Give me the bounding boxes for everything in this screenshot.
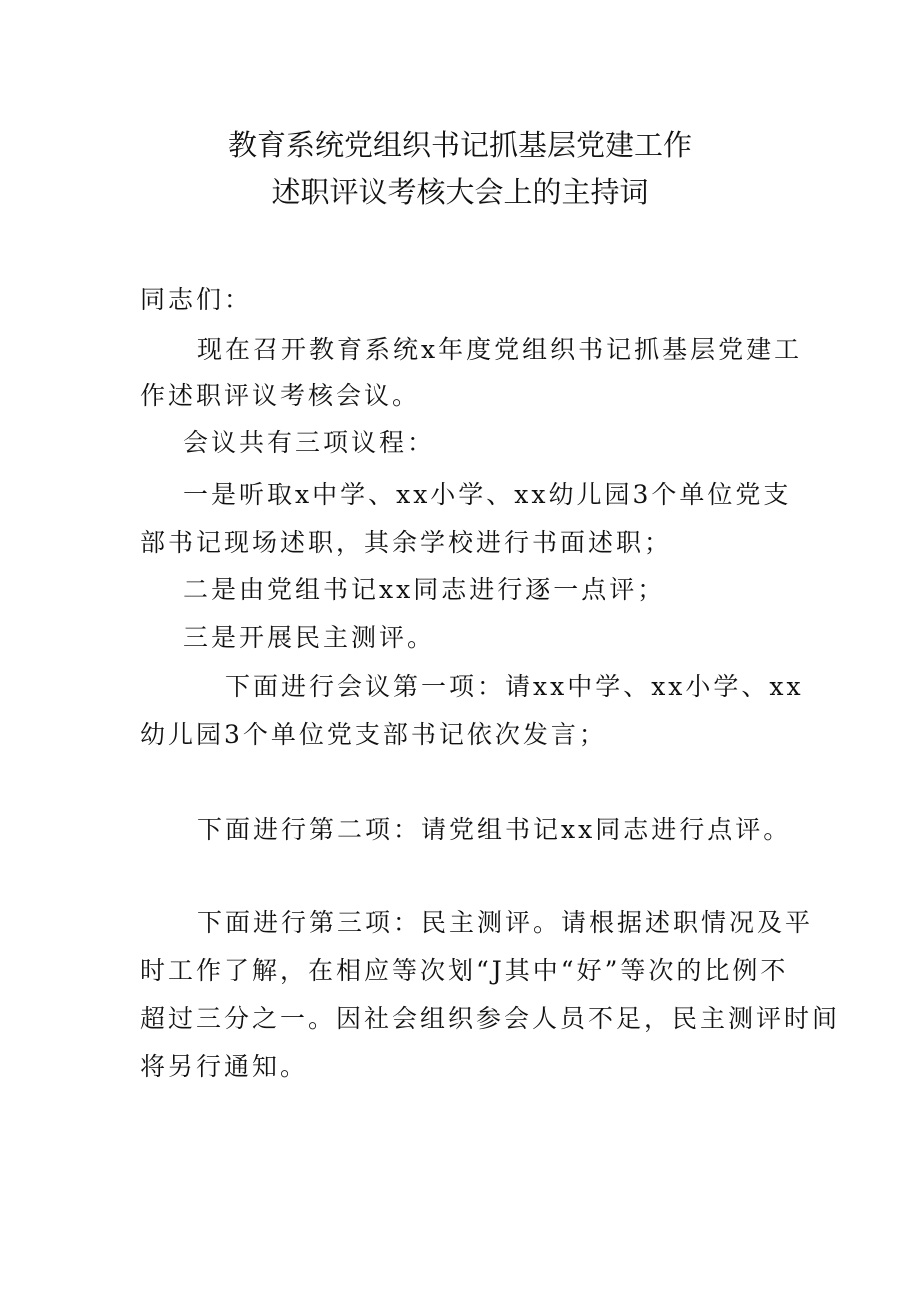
paragraph-line: 下面进行第三项：民主测评。请根据述职情况及平 xyxy=(197,908,814,937)
paragraph-line: 下面进行会议第一项：请xx中学、xx小学、xx xyxy=(225,672,804,701)
document-title-line-2: 述职评议考核大会上的主持词 xyxy=(271,175,649,209)
paragraph-line: 部书记现场述职，其余学校进行书面述职； xyxy=(140,528,673,557)
document-title-line-1: 教育系统党组织书记抓基层党建工作 xyxy=(227,128,692,162)
paragraph-line: 一是听取x中学、xx小学、xx幼儿园3个单位党支 xyxy=(183,480,792,509)
paragraph-line: 幼儿园3个单位党支部书记依次发言； xyxy=(140,720,607,749)
paragraph-line: 时工作了解，在相应等次划“J其中“好”等次的比例不 xyxy=(140,956,789,985)
paragraph-line: 二是由党组书记xx同志进行逐一点评； xyxy=(183,575,666,604)
paragraph-line: 超过三分之一。因社会组织参会人员不足，民主测评时间 xyxy=(140,1004,841,1033)
paragraph-line: 作述职评议考核会议。 xyxy=(140,381,421,410)
paragraph-line: 三是开展民主测评。 xyxy=(183,623,436,652)
paragraph-line: 下面进行第二项：请党组书记xx同志进行点评。 xyxy=(197,815,792,844)
paragraph-line: 将另行通知。 xyxy=(140,1052,309,1081)
salutation: 同志们： xyxy=(140,285,253,314)
paragraph-line: 现在召开教育系统x年度党组织书记抓基层党建工 xyxy=(197,335,803,364)
paragraph-line: 会议共有三项议程： xyxy=(183,428,436,457)
